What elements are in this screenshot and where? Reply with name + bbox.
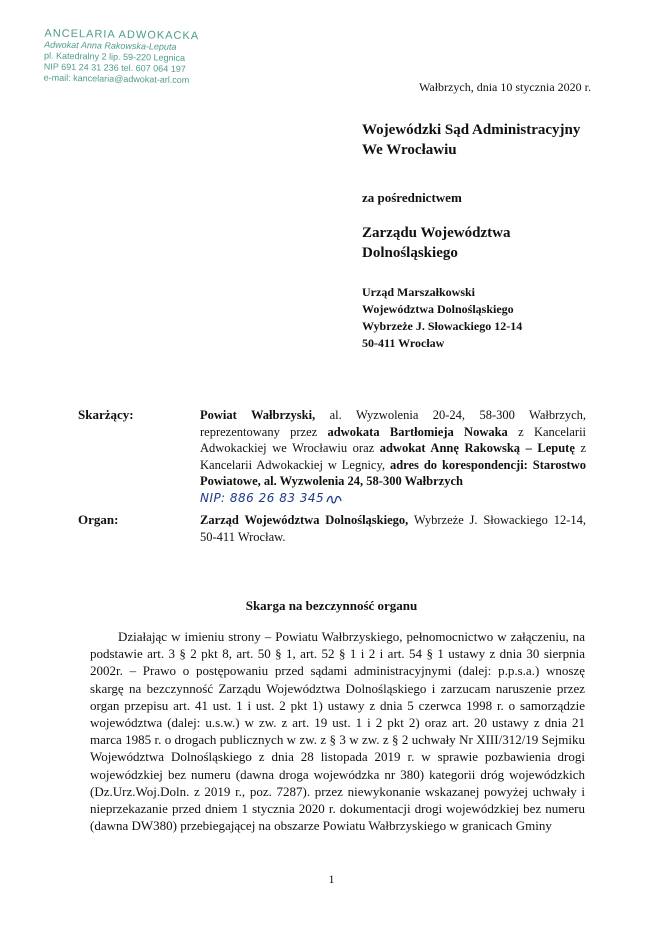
stamp-line: pl. Katedralny 2 lip. 59-220 Legnica	[43, 50, 186, 63]
handwritten-nip: NIP: 886 26 83 345	[200, 490, 325, 505]
organ-details	[200, 512, 586, 545]
office-address-line: Urząd Marszałkowski	[362, 285, 475, 299]
court-name-line1: Wojewódzki Sąd Administracyjny	[362, 122, 581, 138]
initials-signature-icon	[326, 493, 342, 505]
stamp-line: NIP 691 24 31 236 tel. 607 064 197	[43, 61, 186, 74]
recipient-court	[362, 120, 580, 160]
stamp-line: ANCELARIA ADWOKACKA	[44, 27, 200, 43]
office-address-line: Województwa Dolnośląskiego	[362, 302, 514, 316]
organ-label: Organ:	[78, 512, 119, 527]
law-office-stamp	[44, 29, 215, 87]
document-title: Skarga na bezczynność organu	[245, 598, 418, 613]
court-name-line2: We Wrocławiu	[362, 142, 457, 158]
office-address-line: 50-411 Wrocław	[362, 336, 445, 350]
via-line: za pośrednictwem	[362, 190, 462, 205]
organ-name: Zarząd Województwa Dolnośląskiego,	[200, 513, 409, 527]
complainant-name: Powiat Wałbrzyski,	[200, 408, 316, 422]
organ-address: Wybrzeże J. Słowackiego 12-14, 50-411 Wrocław.	[200, 513, 586, 544]
page-number: 1	[328, 872, 335, 886]
correspondence-address: adres do korespondencji: Starostwo Powiatowe, al. Wyzwolenia 24, 58-300 Wałbrzych	[200, 457, 586, 488]
attorney-2: adwokat Annę Rakowską – Leputę	[379, 441, 575, 455]
complainant-text: z Kancelarii Adwokackiej we Wrocławiu oraz	[200, 424, 587, 455]
board-name-line2: Dolnośląskiego	[362, 245, 458, 261]
body-paragraph: Działając w imieniu strony – Powiatu Wałbrzyskiego, pełnomocnictwo w załączeniu, na podstawie art. 3 § 2 pkt 8, art. 50 § 1, art. 52 § 1 i 2 i art. 54 § 1 ustawy z dnia 30 sierpnia 2002r. – Prawo o postępowaniu przed sądami administracyjnymi (dalej: p.p.s.a.) wnoszę skargę na bezczynność Zarządu Województwa Dolnośląskiego i zarzucam naruszenie przez organ przepisu art. 41 ust. 1 i ust. 2 pkt 1) ustawy z dnia 5 czerwca 1998 r. o samorządzie województwa (dalej: u.s.w.) w zw. z art. 19 ust. 1 i 2 pkt 2) oraz art. 20 ustawy z dnia 21 marca 1985 r. o drogach publicznych w zw. z § 3 w zw. z § 2 uchwały Nr XIII/312/19 Sejmiku Województwa Dolnośląskiego z dnia 28 listopada 2019 r. w sprawie pozbawienia drogi wojewódzkiej bez numeru (dawna droga wojewódzka nr 380) kategorii dróg wojewódzkich (Dz.Urz.Woj.Doln. z 2019 r., poz. 7287). przez niewykonanie wskazanej powyżej uchwały i nieprzekazanie przed dniem 1 stycznia 2020 r. dokumentacji drogi wojewódzkiej bez numeru (dawna DW380) przebiegającej na obszarze Powiatu Wałbrzyskiego w granicach Gminy	[90, 629, 585, 834]
stamp-line: Adwokat Anna Rakowska-Leputa	[44, 39, 177, 52]
complainant-text: al. Wyzwolenia 20-24, 58-300 Wałbrzych, reprezentowany przez	[200, 408, 587, 439]
office-address-line: Wybrzeże J. Słowackiego 12-14	[362, 319, 523, 333]
complainant-text: z Kancelarii Adwokackiej w Legnicy,	[200, 441, 586, 472]
complainant-details	[200, 407, 586, 506]
board-name-line1: Zarządu Województwa	[362, 225, 511, 241]
office-address	[362, 284, 522, 352]
recipient-board	[362, 223, 510, 263]
complainant-label: Skarżący:	[78, 407, 134, 422]
place-and-date: Wałbrzych, dnia 10 stycznia 2020 r.	[419, 80, 591, 94]
attorney-1: adwokata Bartłomieja Nowaka	[327, 424, 508, 439]
stamp-line: e-mail: kancelaria@adwokat-arl.com	[43, 72, 190, 86]
